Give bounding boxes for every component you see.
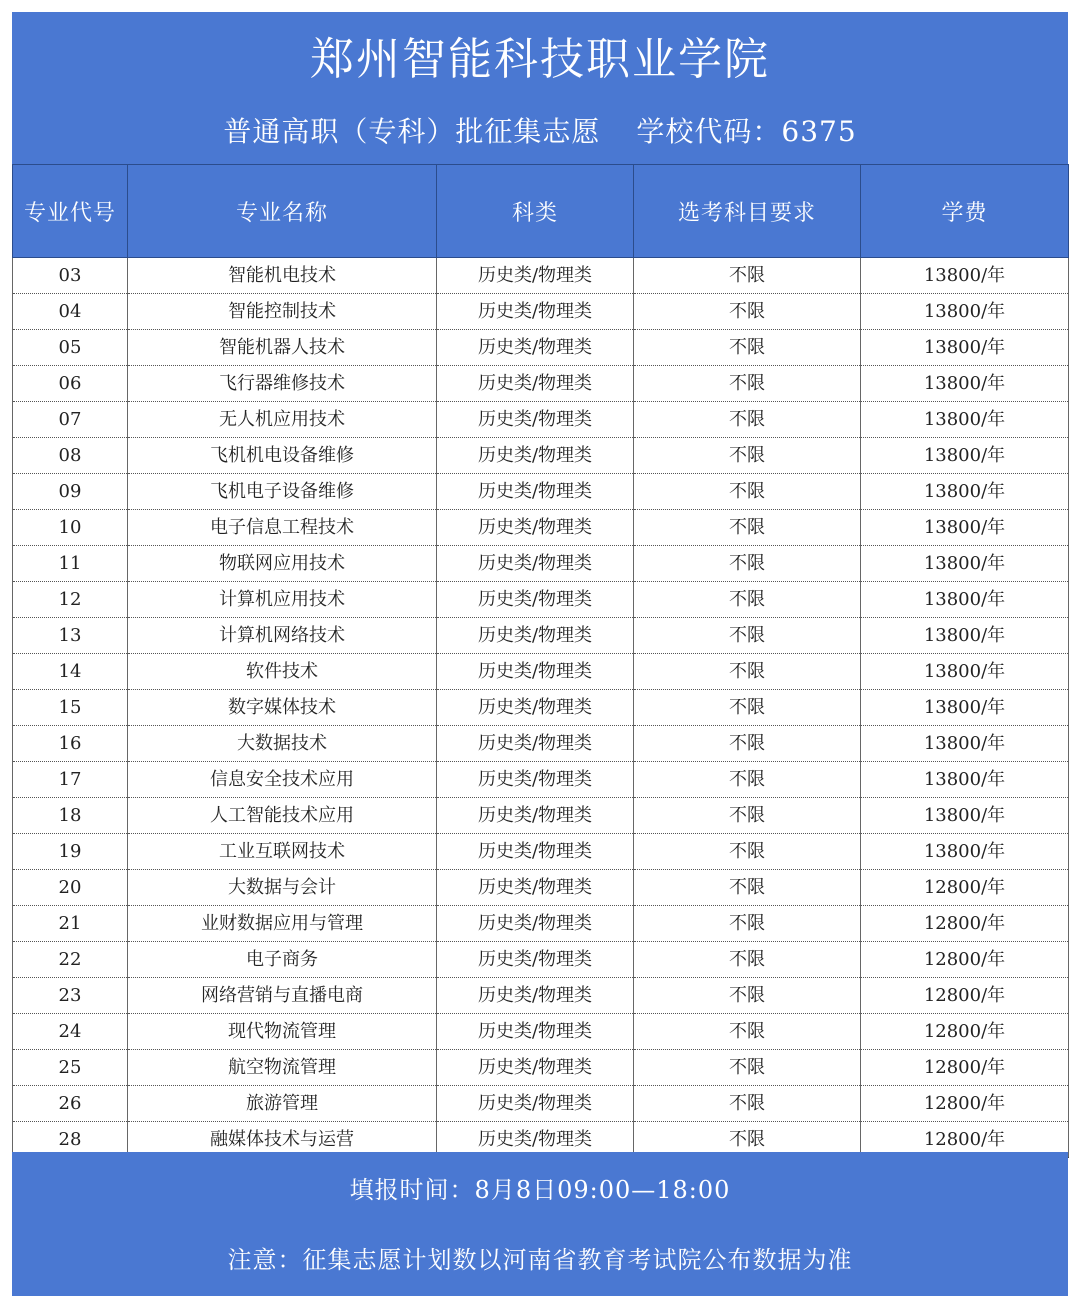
cell-category: 历史类/物理类 [437,654,634,690]
cell-category: 历史类/物理类 [437,618,634,654]
cell-requirement: 不限 [634,762,861,798]
cell-requirement: 不限 [634,294,861,330]
cell-category: 历史类/物理类 [437,870,634,906]
cell-category: 历史类/物理类 [437,510,634,546]
cell-code: 18 [13,798,128,834]
cell-requirement: 不限 [634,330,861,366]
column-header-fee: 学费 [861,165,1069,258]
table-row [13,258,1069,294]
cell-major-name: 人工智能技术应用 [128,798,437,834]
cell-requirement: 不限 [634,834,861,870]
cell-requirement: 不限 [634,1086,861,1122]
cell-fee: 13800/年 [861,582,1069,618]
cell-major-name: 数字媒体技术 [128,690,437,726]
cell-code: 09 [13,474,128,510]
cell-major-name: 智能控制技术 [128,294,437,330]
cell-fee: 13800/年 [861,258,1069,294]
cell-major-name: 融媒体技术与运营 [128,1122,437,1158]
cell-code: 12 [13,582,128,618]
cell-requirement: 不限 [634,870,861,906]
table-row [13,402,1069,438]
table-row [13,546,1069,582]
table-row [13,618,1069,654]
cell-fee: 13800/年 [861,366,1069,402]
cell-fee: 12800/年 [861,978,1069,1014]
cell-requirement: 不限 [634,1050,861,1086]
cell-category: 历史类/物理类 [437,474,634,510]
table-header-row [13,165,1069,258]
cell-major-name: 智能机电技术 [128,258,437,294]
cell-major-name: 电子信息工程技术 [128,510,437,546]
table-row [13,654,1069,690]
cell-category: 历史类/物理类 [437,1122,634,1158]
cell-major-name: 无人机应用技术 [128,402,437,438]
table-body [13,258,1069,1158]
cell-code: 03 [13,258,128,294]
cell-code: 06 [13,366,128,402]
cell-code: 17 [13,762,128,798]
table-row [13,726,1069,762]
table-row [13,942,1069,978]
cell-category: 历史类/物理类 [437,762,634,798]
table-row [13,906,1069,942]
cell-code: 13 [13,618,128,654]
table-row [13,294,1069,330]
cell-fee: 13800/年 [861,618,1069,654]
cell-code: 26 [13,1086,128,1122]
column-header-name: 专业名称 [128,165,437,258]
cell-major-name: 大数据与会计 [128,870,437,906]
cell-requirement: 不限 [634,978,861,1014]
cell-category: 历史类/物理类 [437,294,634,330]
table-row [13,366,1069,402]
cell-fee: 12800/年 [861,870,1069,906]
cell-code: 05 [13,330,128,366]
cell-category: 历史类/物理类 [437,330,634,366]
cell-major-name: 大数据技术 [128,726,437,762]
cell-requirement: 不限 [634,690,861,726]
cell-requirement: 不限 [634,474,861,510]
cell-major-name: 计算机应用技术 [128,582,437,618]
cell-requirement: 不限 [634,798,861,834]
school-title: 郑州智能科技职业学院 [310,34,770,85]
cell-code: 07 [13,402,128,438]
cell-fee: 13800/年 [861,330,1069,366]
cell-category: 历史类/物理类 [437,582,634,618]
cell-code: 28 [13,1122,128,1158]
cell-requirement: 不限 [634,1122,861,1158]
cell-requirement: 不限 [634,582,861,618]
cell-code: 21 [13,906,128,942]
cell-fee: 13800/年 [861,726,1069,762]
table-row [13,582,1069,618]
cell-major-name: 信息安全技术应用 [128,762,437,798]
table-row [13,690,1069,726]
cell-fee: 13800/年 [861,294,1069,330]
cell-major-name: 工业互联网技术 [128,834,437,870]
table-row [13,978,1069,1014]
column-header-category: 科类 [437,165,634,258]
cell-category: 历史类/物理类 [437,1086,634,1122]
cell-fee: 13800/年 [861,510,1069,546]
cell-code: 20 [13,870,128,906]
cell-fee: 12800/年 [861,1122,1069,1158]
cell-category: 历史类/物理类 [437,906,634,942]
cell-category: 历史类/物理类 [437,402,634,438]
table-row [13,1050,1069,1086]
cell-fee: 12800/年 [861,906,1069,942]
cell-fee: 13800/年 [861,654,1069,690]
cell-category: 历史类/物理类 [437,798,634,834]
cell-category: 历史类/物理类 [437,258,634,294]
cell-requirement: 不限 [634,438,861,474]
cell-category: 历史类/物理类 [437,834,634,870]
cell-fee: 13800/年 [861,798,1069,834]
column-header-requirement: 选考科目要求 [634,165,861,258]
cell-major-name: 软件技术 [128,654,437,690]
cell-category: 历史类/物理类 [437,546,634,582]
school-code: 学校代码：6375 [636,115,857,148]
cell-major-name: 业财数据应用与管理 [128,906,437,942]
cell-requirement: 不限 [634,618,861,654]
cell-code: 23 [13,978,128,1014]
cell-requirement: 不限 [634,366,861,402]
cell-code: 19 [13,834,128,870]
cell-major-name: 计算机网络技术 [128,618,437,654]
cell-major-name: 电子商务 [128,942,437,978]
cell-requirement: 不限 [634,510,861,546]
table-row [13,510,1069,546]
cell-requirement: 不限 [634,258,861,294]
cell-requirement: 不限 [634,726,861,762]
cell-major-name: 飞机机电设备维修 [128,438,437,474]
cell-fee: 13800/年 [861,402,1069,438]
table-row [13,798,1069,834]
cell-major-name: 网络营销与直播电商 [128,978,437,1014]
cell-code: 16 [13,726,128,762]
cell-requirement: 不限 [634,402,861,438]
table-row [13,1014,1069,1050]
cell-major-name: 飞机电子设备维修 [128,474,437,510]
cell-major-name: 航空物流管理 [128,1050,437,1086]
cell-category: 历史类/物理类 [437,942,634,978]
cell-major-name: 飞行器维修技术 [128,366,437,402]
filing-time: 填报时间：8月8日09:00—18:00 [349,1176,731,1204]
cell-category: 历史类/物理类 [437,978,634,1014]
cell-fee: 13800/年 [861,762,1069,798]
table-row [13,330,1069,366]
table-row [13,834,1069,870]
cell-major-name: 现代物流管理 [128,1014,437,1050]
cell-code: 25 [13,1050,128,1086]
table-row [13,474,1069,510]
cell-fee: 13800/年 [861,474,1069,510]
cell-code: 08 [13,438,128,474]
column-header-code: 专业代号 [13,165,128,258]
cell-category: 历史类/物理类 [437,1014,634,1050]
cell-category: 历史类/物理类 [437,690,634,726]
cell-fee: 13800/年 [861,834,1069,870]
cell-requirement: 不限 [634,654,861,690]
cell-major-name: 物联网应用技术 [128,546,437,582]
subtitle [12,112,1068,152]
cell-requirement: 不限 [634,1014,861,1050]
cell-code: 10 [13,510,128,546]
cell-code: 22 [13,942,128,978]
cell-requirement: 不限 [634,546,861,582]
cell-code: 24 [13,1014,128,1050]
cell-category: 历史类/物理类 [437,726,634,762]
cell-fee: 13800/年 [861,546,1069,582]
cell-fee: 13800/年 [861,690,1069,726]
footer-note: 注意：征集志愿计划数以河南省教育考试院公布数据为准 [227,1246,853,1274]
header-banner [12,12,1068,164]
table-row [13,1086,1069,1122]
cell-code: 15 [13,690,128,726]
cell-fee: 12800/年 [861,1086,1069,1122]
table-row [13,762,1069,798]
cell-requirement: 不限 [634,906,861,942]
cell-fee: 13800/年 [861,438,1069,474]
table-row [13,870,1069,906]
footer-banner [12,1152,1068,1296]
cell-fee: 12800/年 [861,942,1069,978]
majors-table [12,164,1069,1158]
cell-code: 11 [13,546,128,582]
cell-fee: 12800/年 [861,1014,1069,1050]
admission-sheet [12,12,1068,1296]
cell-major-name: 智能机器人技术 [128,330,437,366]
batch-label: 普通高职（专科）批征集志愿 [223,115,601,148]
cell-category: 历史类/物理类 [437,438,634,474]
table-row [13,438,1069,474]
cell-major-name: 旅游管理 [128,1086,437,1122]
cell-category: 历史类/物理类 [437,1050,634,1086]
cell-requirement: 不限 [634,942,861,978]
cell-code: 04 [13,294,128,330]
cell-fee: 12800/年 [861,1050,1069,1086]
cell-code: 14 [13,654,128,690]
cell-category: 历史类/物理类 [437,366,634,402]
